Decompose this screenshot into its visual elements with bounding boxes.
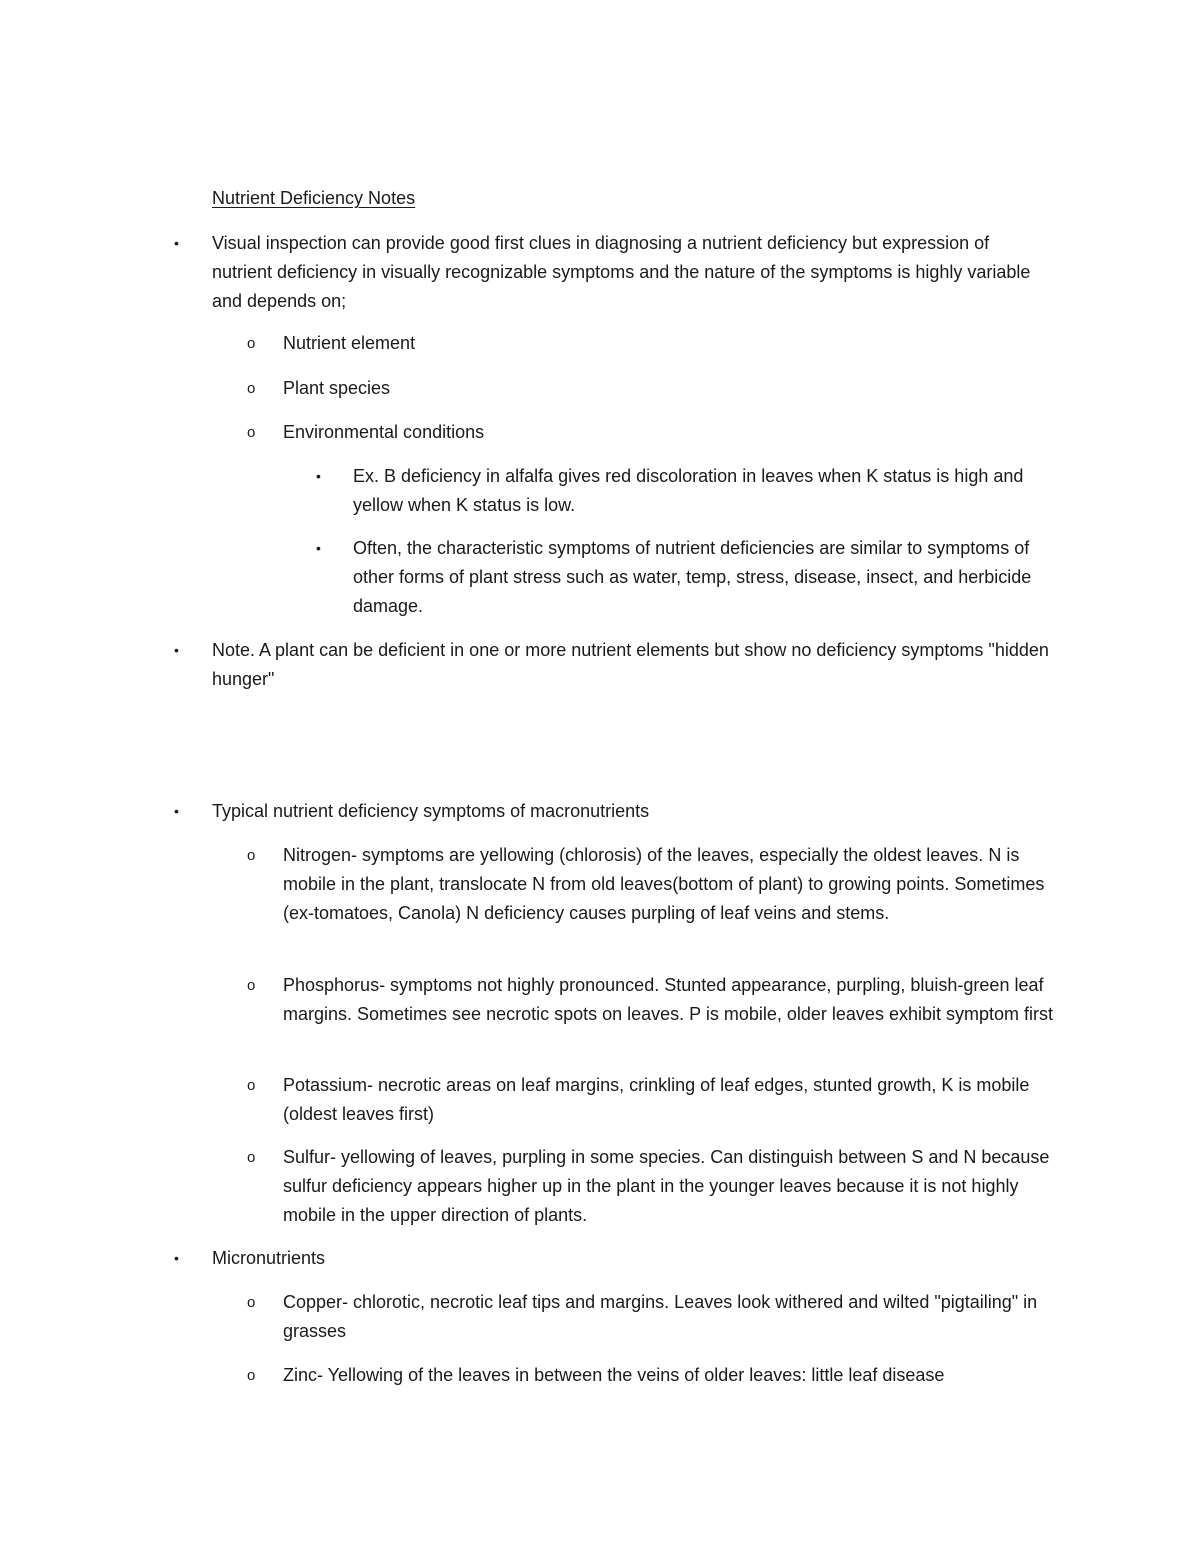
sub-bullet-marker: o (247, 1149, 256, 1166)
sub-bullet-marker: o (247, 380, 256, 397)
sub-bullet-marker: o (247, 1294, 256, 1311)
sub-list-item: Zinc- Yellowing of the leaves in between the veins of older leaves: little leaf disease (283, 1365, 945, 1385)
sub-list-item: Phosphorus- symptoms not highly pronounced. Stunted appearance, purpling, bluish-green leaf margins. Sometimes see necrotic spots on leaves. P is mobile, older leaves exhibit symptom first (283, 975, 1053, 1024)
bullet-marker: • (174, 235, 179, 251)
list-item: Typical nutrient deficiency symptoms of macronutrients (212, 801, 650, 821)
sub-list-item: Potassium- necrotic areas on leaf margins, crinkling of leaf edges, stunted growth, K is mobile (oldest leaves first) (283, 1075, 1030, 1124)
list-item: Visual inspection can provide good first clues in diagnosing a nutrient deficiency but expression of nutrient deficiency in visually recognizable symptoms and the nature of the symptoms is highly variable and depends on; (212, 233, 1031, 311)
sub-list-item: Copper- chlorotic, necrotic leaf tips and margins. Leaves look withered and wilted "pigtailing" in grasses (283, 1292, 1038, 1341)
list-item: Note. A plant can be deficient in one or more nutrient elements but show no deficiency symptoms "hidden hunger" (212, 640, 1049, 689)
bullet-marker: • (174, 803, 179, 819)
sub-list-item: Plant species (283, 378, 391, 398)
sub-bullet-marker: o (247, 335, 256, 352)
sub-bullet-marker: o (247, 977, 256, 994)
sub-sub-list-item: Often, the characteristic symptoms of nutrient deficiencies are similar to symptoms of other forms of plant stress such as water, temp, stress, disease, insect, and herbicide damage. (353, 538, 1032, 616)
sub-list-item: Nutrient element (283, 333, 416, 353)
list-item: Micronutrients (212, 1248, 326, 1268)
sub-sub-list-item: Ex. B deficiency in alfalfa gives red discoloration in leaves when K status is high and yellow when K status is low. (353, 466, 1024, 515)
sub-sub-bullet-marker: • (316, 468, 321, 484)
page-title: Nutrient Deficiency Notes (212, 188, 416, 208)
bullet-marker: • (174, 1250, 179, 1266)
sub-bullet-marker: o (247, 1367, 256, 1384)
sub-sub-bullet-marker: • (316, 540, 321, 556)
sub-bullet-marker: o (247, 424, 256, 441)
sub-list-item: Environmental conditions (283, 422, 485, 442)
sub-bullet-marker: o (247, 847, 256, 864)
sub-bullet-marker: o (247, 1077, 256, 1094)
bullet-marker: • (174, 642, 179, 658)
sub-list-item: Sulfur- yellowing of leaves, purpling in some species. Can distinguish between S and N because sulfur deficiency appears higher up in the plant in the younger leaves because it is not highly mobile in the upper direction of plants. (283, 1147, 1050, 1225)
sub-list-item: Nitrogen- symptoms are yellowing (chlorosis) of the leaves, especially the oldest leaves. N is mobile in the plant, translocate N from old leaves(bottom of plant) to growing points. Sometimes (ex-tomatoes, Canola) N deficiency causes purpling of leaf veins and stems. (283, 845, 1045, 923)
